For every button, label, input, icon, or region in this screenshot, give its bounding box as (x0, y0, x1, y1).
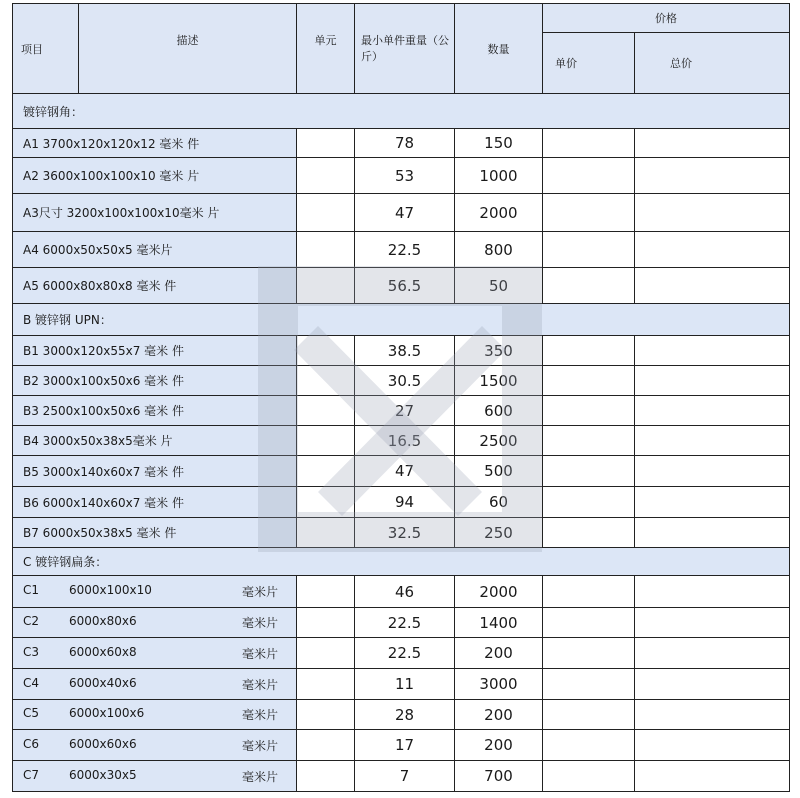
item-description (13, 700, 297, 730)
quote-table (12, 3, 790, 792)
table-row (13, 336, 790, 366)
item-description (13, 576, 297, 608)
item-description (13, 129, 297, 158)
weight-cell: 46 (355, 576, 455, 608)
item-label: B1 3000x120x55x7 毫米 件 (23, 344, 184, 358)
quantity-cell: 1400 (455, 608, 543, 638)
total-price-cell (635, 456, 790, 487)
unit-price-cell (543, 487, 635, 518)
item-label: B7 6000x50x38x5 毫米 件 (23, 526, 177, 540)
item-description (13, 730, 297, 761)
item-label: B2 3000x100x50x6 毫米 件 (23, 374, 184, 388)
table-row (13, 194, 790, 232)
table-row (13, 129, 790, 158)
item-code: C2 (23, 614, 40, 628)
item-spec: 6000x100x10 (69, 583, 152, 597)
section-row (13, 304, 790, 336)
quantity-cell: 60 (455, 487, 543, 518)
total-price-cell (635, 158, 790, 194)
unit-price-cell (543, 576, 635, 608)
item-description (13, 638, 297, 669)
item-label: A4 6000x50x50x5 毫米片 (23, 243, 173, 257)
header-min-weight: 最小单件重量（公斤） (355, 4, 455, 94)
item-label: B6 6000x140x60x7 毫米 件 (23, 495, 184, 510)
section-title: C 镀锌钢扁条： (13, 548, 790, 576)
item-description (13, 608, 297, 638)
total-price-cell (635, 396, 790, 426)
item-unit-suffix: 毫米片 (241, 616, 278, 630)
table-row (13, 518, 790, 548)
unit-price-cell (543, 194, 635, 232)
item-unit-suffix: 毫米片 (241, 738, 278, 753)
item-description (13, 426, 297, 456)
unit-price-cell (543, 232, 635, 268)
unit-cell (297, 396, 355, 426)
unit-price-cell (543, 608, 635, 638)
unit-cell (297, 518, 355, 548)
item-code: C7 (23, 767, 40, 782)
quantity-cell: 600 (455, 396, 543, 426)
unit-price-cell (543, 700, 635, 730)
item-unit-suffix: 毫米片 (241, 646, 278, 661)
item-description (13, 158, 297, 194)
unit-price-cell (543, 268, 635, 304)
table-row (13, 232, 790, 268)
item-description (13, 396, 297, 426)
item-code: C4 (23, 675, 40, 690)
table-row (13, 396, 790, 426)
unit-cell (297, 456, 355, 487)
quantity-cell: 200 (455, 638, 543, 669)
quantity-cell: 1000 (455, 158, 543, 194)
quantity-cell: 350 (455, 336, 543, 366)
table-row (13, 700, 790, 730)
item-label: B5 3000x140x60x7 毫米 件 (23, 464, 184, 479)
quantity-cell: 500 (455, 456, 543, 487)
weight-cell: 17 (355, 730, 455, 761)
quantity-cell: 800 (455, 232, 543, 268)
unit-cell (297, 638, 355, 669)
item-unit-suffix: 毫米片 (241, 677, 278, 692)
table-row (13, 730, 790, 761)
total-price-cell (635, 268, 790, 304)
unit-price-cell (543, 366, 635, 396)
unit-cell (297, 129, 355, 158)
weight-cell: 28 (355, 700, 455, 730)
unit-cell (297, 194, 355, 232)
quantity-cell: 2000 (455, 194, 543, 232)
header-description: 描述 (79, 4, 297, 94)
item-unit-suffix: 毫米片 (241, 708, 278, 722)
item-description (13, 232, 297, 268)
unit-price-cell (543, 669, 635, 700)
quantity-cell: 1500 (455, 366, 543, 396)
quantity-cell: 2000 (455, 576, 543, 608)
item-description (13, 761, 297, 792)
quantity-cell: 150 (455, 129, 543, 158)
header-unit: 单元 (297, 4, 355, 94)
weight-cell: 7 (355, 761, 455, 792)
item-spec: 6000x100x6 (69, 706, 145, 720)
item-spec: 6000x30x5 (69, 767, 137, 782)
table-row (13, 761, 790, 792)
header-item: 项目 (13, 4, 79, 94)
item-description (13, 336, 297, 366)
unit-price-cell (543, 730, 635, 761)
item-label: B4 3000x50x38x5毫米 片 (23, 434, 173, 448)
unit-cell (297, 608, 355, 638)
total-price-cell (635, 194, 790, 232)
weight-cell: 38.5 (355, 336, 455, 366)
item-code: C1 (23, 583, 40, 597)
table-row (13, 158, 790, 194)
total-price-cell (635, 426, 790, 456)
header-quantity: 数量 (455, 4, 543, 94)
header-unit-price: 单价 (543, 33, 635, 94)
section-title: B 镀锌钢 UPN： (13, 304, 790, 336)
item-description (13, 194, 297, 232)
header-total-price: 总价 (635, 33, 790, 94)
item-description (13, 518, 297, 548)
total-price-cell (635, 366, 790, 396)
unit-price-cell (543, 426, 635, 456)
table-row (13, 456, 790, 487)
weight-cell: 32.5 (355, 518, 455, 548)
total-price-cell (635, 700, 790, 730)
header-price-group: 价格 (543, 4, 790, 33)
weight-cell: 27 (355, 396, 455, 426)
weight-cell: 78 (355, 129, 455, 158)
quantity-cell: 200 (455, 700, 543, 730)
total-price-cell (635, 232, 790, 268)
table-row (13, 487, 790, 518)
unit-price-cell (543, 158, 635, 194)
total-price-cell (635, 730, 790, 761)
quantity-cell: 250 (455, 518, 543, 548)
table-row (13, 268, 790, 304)
total-price-cell (635, 669, 790, 700)
weight-cell: 47 (355, 456, 455, 487)
unit-price-cell (543, 396, 635, 426)
item-description (13, 366, 297, 396)
weight-cell: 30.5 (355, 366, 455, 396)
quantity-cell: 200 (455, 730, 543, 761)
unit-price-cell (543, 518, 635, 548)
unit-cell (297, 426, 355, 456)
table-row (13, 669, 790, 700)
item-code: C3 (23, 644, 40, 659)
weight-cell: 56.5 (355, 268, 455, 304)
item-description (13, 456, 297, 487)
item-label: A1 3700x120x120x12 毫米 件 (23, 136, 200, 151)
unit-price-cell (543, 336, 635, 366)
unit-price-cell (543, 761, 635, 792)
unit-cell (297, 232, 355, 268)
unit-price-cell (543, 638, 635, 669)
item-unit-suffix: 毫米片 (241, 585, 278, 599)
item-description (13, 487, 297, 518)
item-code: C5 (23, 706, 40, 720)
total-price-cell (635, 761, 790, 792)
item-spec: 6000x60x8 (69, 644, 137, 659)
unit-cell (297, 336, 355, 366)
table-row (13, 638, 790, 669)
item-code: C6 (23, 736, 40, 751)
item-description (13, 268, 297, 304)
item-unit-suffix: 毫米片 (241, 769, 278, 784)
table-row (13, 366, 790, 396)
table-row (13, 608, 790, 638)
unit-cell (297, 730, 355, 761)
unit-cell (297, 158, 355, 194)
section-row (13, 94, 790, 129)
unit-price-cell (543, 456, 635, 487)
weight-cell: 47 (355, 194, 455, 232)
item-label: A3尺寸 3200x100x100x10毫米 片 (23, 206, 220, 220)
quantity-cell: 3000 (455, 669, 543, 700)
total-price-cell (635, 129, 790, 158)
item-spec: 6000x60x6 (69, 736, 137, 751)
item-description (13, 669, 297, 700)
unit-cell (297, 366, 355, 396)
unit-cell (297, 761, 355, 792)
item-label: B3 2500x100x50x6 毫米 件 (23, 404, 184, 418)
weight-cell: 22.5 (355, 608, 455, 638)
unit-cell (297, 576, 355, 608)
item-spec: 6000x40x6 (69, 675, 137, 690)
unit-cell (297, 487, 355, 518)
quantity-cell: 2500 (455, 426, 543, 456)
item-label: A2 3600x100x100x10 毫米 片 (23, 169, 200, 183)
total-price-cell (635, 576, 790, 608)
unit-price-cell (543, 129, 635, 158)
total-price-cell (635, 638, 790, 669)
weight-cell: 11 (355, 669, 455, 700)
unit-cell (297, 669, 355, 700)
section-title: 镀锌钢角： (13, 94, 790, 129)
total-price-cell (635, 336, 790, 366)
unit-cell (297, 268, 355, 304)
table-row (13, 426, 790, 456)
weight-cell: 94 (355, 487, 455, 518)
table-row (13, 576, 790, 608)
unit-cell (297, 700, 355, 730)
weight-cell: 53 (355, 158, 455, 194)
item-label: A5 6000x80x80x8 毫米 件 (23, 279, 177, 293)
weight-cell: 22.5 (355, 232, 455, 268)
item-spec: 6000x80x6 (69, 614, 137, 628)
section-row (13, 548, 790, 576)
weight-cell: 22.5 (355, 638, 455, 669)
total-price-cell (635, 608, 790, 638)
total-price-cell (635, 518, 790, 548)
quantity-cell: 50 (455, 268, 543, 304)
weight-cell: 16.5 (355, 426, 455, 456)
total-price-cell (635, 487, 790, 518)
quantity-cell: 700 (455, 761, 543, 792)
